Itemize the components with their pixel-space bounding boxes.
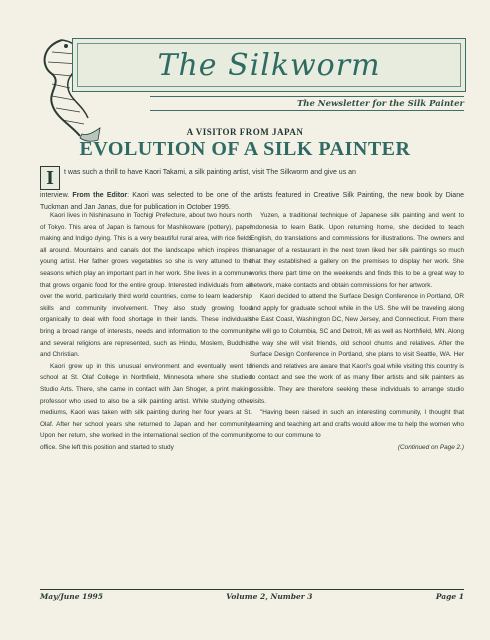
page-number: Page 1 (435, 592, 464, 601)
intro-line-2: interview. From the Editor: Kaori was selected to be one of the artists featured in Creative Silk Painting, the new book by Diane Tuckman and Jan Janas, due for publication in October 1995. (40, 192, 464, 211)
intro-line-1: t was such a thrill to have Kaori Takami, a silk painting artist, visit The Silkworm and give us an (64, 169, 356, 176)
issue-date: May/June 1995 (40, 592, 103, 601)
right-paragraph-1: Yuzen, a traditional technique of Japanese silk painting and went to Indonesia to learn Batik. Upon returning home, she decided to teach English, do translations and commissions for illustrations. The owners and manager of a restaurant in the next town liked her silk paintings so much that they established a gallery on the premises to display her work. She works there part time on the weekends and finds this to be a great way to network, make contacts and obtain commissions for her artwork. (250, 212, 464, 289)
right-paragraph-2: Kaori decided to attend the Surface Design Conference in Portland, OR and apply for graduate school while in the US. She will be traveling along the East Coast, Washington DC, New Jersey, and Connecticut. From there she will go to Columbia, SC and Detroit, MI as well as Northfield, MN. Along the way she will visit friends, old school chums and relatives. After the Surface Design Conference in Portland, she plans to visit Seattle, WA. Her friends and relatives are aware that Kaori's goal while visiting this country is to contact and see the work of as many fiber artists and silk painters as possible. They are therefore seeking these individuals to arrange studio visits. (250, 293, 464, 405)
article-kicker: A VISITOR FROM JAPAN (186, 127, 304, 137)
left-paragraph-1: Kaori lives in Nishinasuno in Tochigi Prefecture, about two hours north of Tokyo. This area of Japan is famous for Mashikoware (pottery), paper making and Indigo dying. This is a very beautiful rural area, with rice fields all around. Mountains and canals dot the landscape which inspires this young artist. Her father grows vegetables so she is very attuned to the seasons which play an important part in her work. She lives in a commune that grows organic food for the entire group. Interested individuals from all over the world, particularly third world countries, come to learn leadership skills and community involvement. They also study growing food organically to deal with food shortage in their lands. These individuals bring a broad range of interests, needs and information to the community and several religions are represented, such as Hindu, Moslem, Buddhist and Christian. (40, 212, 252, 359)
masthead-top-rule (150, 96, 464, 97)
left-paragraph-2: Kaori grew up in this unusual environment and eventually went to school at St. Olaf College in Northfield, Minnesota where she studied Studio Arts. There, she came in contact with Jan Shoger, a print making professor who used to also be a silk painting artist. While studying other mediums, Kaori was taken with silk painting during her four years at St. Olaf. After her school years she returned to Japan and her community. Upon her return, she worked in the international section of the community office. She left this position and started to study (40, 362, 252, 451)
page-footer (40, 592, 464, 601)
article-headline: EVOLUTION OF A SILK PAINTER (79, 138, 411, 160)
from-editor-label: From the Editor (72, 192, 128, 199)
newsletter-title: The Silkworm (157, 47, 381, 83)
masthead-bottom-rule (150, 110, 464, 111)
right-column (250, 210, 464, 453)
footer-rule (40, 589, 464, 590)
left-column (40, 210, 252, 453)
masthead-banner (72, 38, 466, 92)
continued-note: (Continued on Page 2.) (397, 443, 464, 451)
right-paragraph-3: "Having been raised in such an interesting community, I thought that learning and teaching art and crafts would allow me to help the women who come to our commune to (250, 409, 464, 440)
drop-cap: I (40, 166, 60, 190)
volume-number: Volume 2, Number 3 (226, 592, 313, 601)
newsletter-subtitle: The Newsletter for the Silk Painter (296, 99, 464, 109)
